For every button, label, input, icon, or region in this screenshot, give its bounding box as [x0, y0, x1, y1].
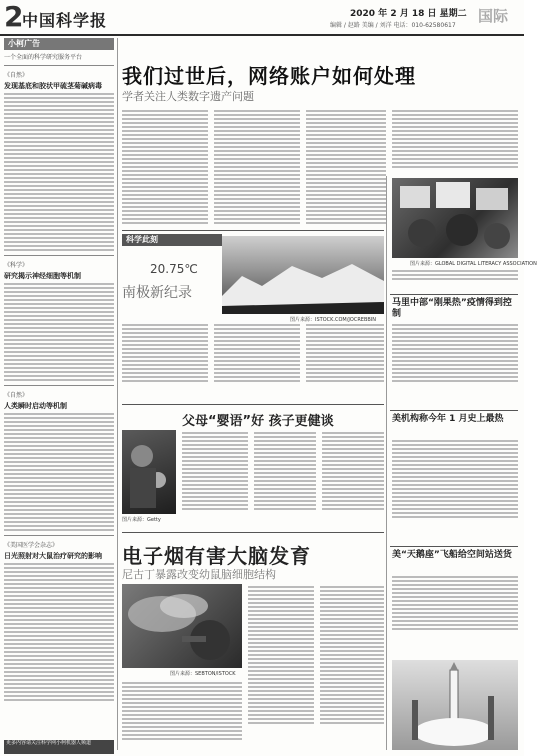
editor-line: 编辑 / 赵路 美编 / 刘洋 电话：010-62580617: [330, 22, 456, 29]
right-news-headline: 美“天鹅座”飞船给空间站送货: [392, 550, 512, 560]
section-rule: [390, 410, 518, 411]
journal-tag: 《美国医学会杂志》: [4, 542, 59, 549]
parent-child-photo: [122, 430, 176, 514]
antarctic-photo: [222, 236, 384, 314]
protest-photo-art: [392, 178, 518, 258]
photo-credit: 图片来源：SEBTON/ISTOCK: [170, 671, 236, 677]
article-text-column: [392, 574, 518, 632]
article-text-column: [392, 438, 518, 520]
section-rule: [122, 230, 384, 231]
rocket-launch-art: [392, 660, 518, 750]
photo-credit: 图片来源：Getty: [122, 517, 161, 523]
journal-tag: 《自然》: [4, 72, 29, 79]
main-headline: 我们过世后，网络账户如何处理: [122, 64, 416, 88]
masthead: 中国科学报: [22, 11, 108, 30]
section-rule: [390, 546, 518, 547]
photo-credit: 图片来源：GLOBAL DIGITAL LITERACY ASSOCIATION: [410, 261, 537, 267]
sidebar-box-tagline: 一个全面的科学研究服务平台: [4, 54, 83, 61]
article-text-column: [320, 584, 384, 726]
body-text-lines: [4, 563, 114, 701]
article-text-column: [214, 108, 300, 226]
photo-caption: [392, 268, 518, 288]
science-moment-tag: 科学此刻: [122, 234, 222, 246]
column-divider: [117, 38, 118, 750]
column-divider: [386, 176, 387, 750]
article-text-column: [248, 584, 314, 726]
parent-child-art: [122, 430, 176, 514]
sidebar-item-headline: 日光照射对大鼠治疗研究的影响: [4, 552, 102, 560]
right-news-headline: 马里中部“刚果热”疫情得到控制: [392, 298, 512, 319]
right-news-headline: 美机构称今年 1 月史上最热: [392, 414, 504, 424]
temperature-value: 20.75℃: [150, 262, 198, 276]
sidebar-box-title: 小柯广告: [4, 38, 114, 50]
sidebar-item-headline: 研究揭示神经细胞等机制: [4, 272, 81, 280]
page-number: 2: [4, 0, 24, 33]
section-rule: [122, 404, 384, 405]
article-text-column: [214, 322, 300, 384]
article-text-column: [322, 430, 384, 512]
bottom-story-headline: 电子烟有害大脑发育: [122, 544, 311, 568]
article-text-column: [254, 430, 316, 512]
body-text-lines: [4, 283, 114, 381]
sidebar-item[interactable]: [4, 390, 114, 531]
vape-photo: [122, 584, 242, 668]
section-rule: [390, 294, 518, 295]
mid-story-headline: 父母“婴语”好 孩子更健谈: [182, 414, 334, 429]
rocket-launch-photo: [392, 660, 518, 750]
article-text-column: [122, 680, 242, 742]
article-text-column: [306, 108, 386, 226]
issue-date: 2020 年 2 月 18 日 星期二: [350, 9, 467, 19]
article-text-column: [306, 322, 384, 384]
iceberg-art: [222, 236, 384, 314]
journal-tag: 《科学》: [4, 262, 29, 269]
vape-art: [122, 584, 242, 668]
page-header: [0, 0, 524, 36]
protest-photo: [392, 178, 518, 258]
article-text-column: [182, 430, 248, 512]
photo-credit: 图片来源：ISTOCK.COM/JOCREBBIN: [290, 317, 377, 323]
article-text-column: [392, 108, 518, 170]
article-text-column: [122, 322, 208, 384]
article-text-column: [392, 322, 518, 384]
sidebar-item[interactable]: [4, 70, 114, 251]
sidebar-item[interactable]: [4, 540, 114, 701]
body-text-lines: [4, 93, 114, 251]
journal-tag: 《自然》: [4, 392, 29, 399]
sidebar-item[interactable]: [4, 260, 114, 381]
sidebar-item-headline: 人类瞬时启动等机制: [4, 402, 67, 410]
body-text-lines: [4, 413, 114, 531]
section-name: 国际: [478, 7, 509, 25]
antarctic-record-caption: 南极新纪录: [122, 285, 192, 301]
article-text-column: [122, 108, 208, 226]
bottom-story-subhead: 尼古丁暴露改变幼鼠脑细胞结构: [122, 568, 276, 581]
main-subhead: 学者关注人类数字遗产问题: [122, 90, 254, 103]
section-rule: [122, 532, 384, 533]
sidebar-footer: 更多内容请关注科学网小柯机器人频道: [4, 740, 114, 754]
sidebar-item-headline: 发现基底和胶状甲硫茎菊碱病毒: [4, 82, 102, 90]
left-column: [4, 38, 114, 750]
